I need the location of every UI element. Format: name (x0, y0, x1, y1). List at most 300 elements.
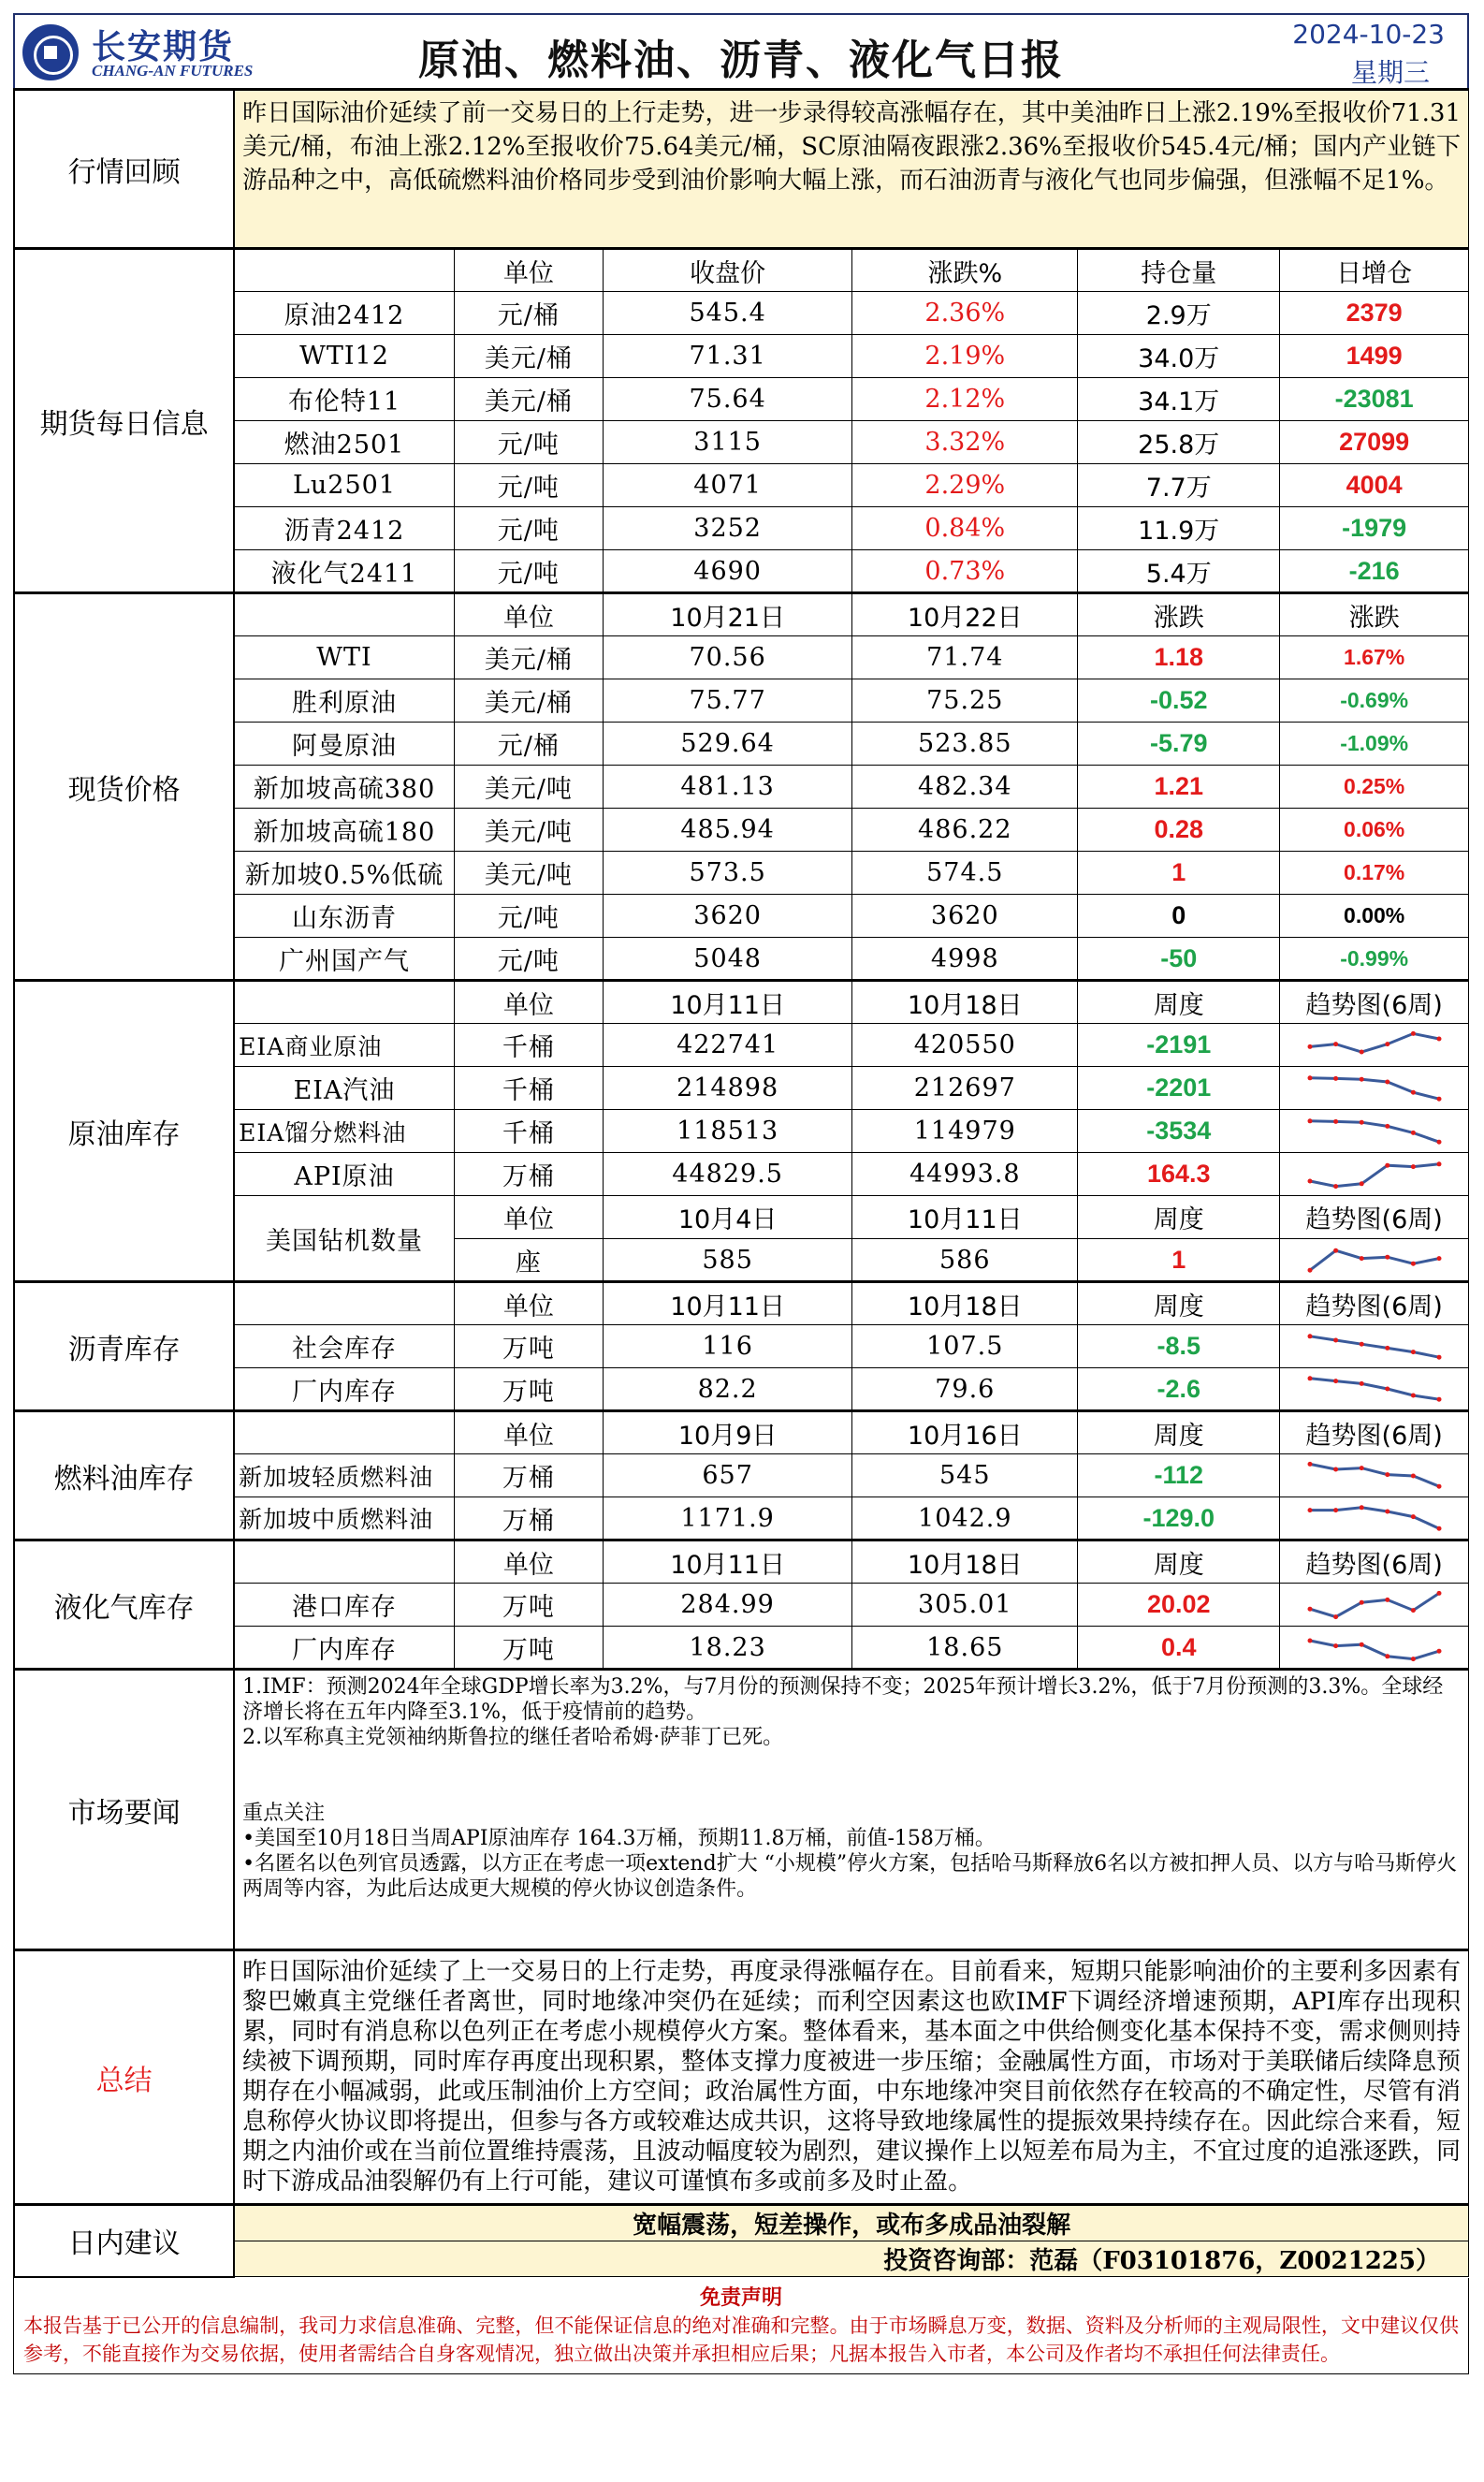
contract-name: 布伦特11 (234, 378, 454, 421)
table-row (14, 1950, 1469, 2205)
trend-point (1307, 1075, 1312, 1080)
open-interest: 7.7万 (1078, 464, 1280, 507)
trend-point (1333, 1614, 1338, 1619)
column-header: 收盘价 (603, 249, 852, 292)
unit-cell: 千桶 (454, 1024, 603, 1067)
trend-point (1411, 1657, 1416, 1661)
trend-line (1310, 1379, 1439, 1399)
trend-point (1333, 1042, 1338, 1046)
trend-point (1411, 1164, 1416, 1169)
trend-sparkline (1304, 1328, 1445, 1365)
trend-sparkline (1304, 1027, 1445, 1064)
trend-point (1436, 1139, 1441, 1144)
rig-weekly-change: 1 (1078, 1239, 1280, 1282)
review-text: 昨日国际油价延续了前一交易日的上行走势，进一步录得较高涨幅存在，其中美油昨日上涨2.19%至报收价71.31美元/桶，布油上涨2.12%至报收价75.64美元/桶，SC原油隔夜跟涨2.36%至报收价545.4元/桶；国内产业链下游品种之中，高低硫燃料油价格同步受到油价影响大幅上涨，而石油沥青与液化气也同步偏强，但涨幅不足1%。 (234, 90, 1468, 249)
trend-line (1310, 1163, 1439, 1186)
table-row (14, 1282, 1469, 1325)
trend-point (1436, 1036, 1441, 1041)
daily-oi-change: 1499 (1280, 335, 1469, 378)
trend-point (1385, 1654, 1389, 1658)
unit-cell: 元/吨 (454, 895, 603, 938)
weekly-change: -2201 (1078, 1067, 1280, 1110)
price-change-pct: -0.69% (1280, 679, 1469, 723)
inventory-latest: 420550 (852, 1024, 1078, 1067)
news-item: 1.IMF：预测2024年全球GDP增长率为3.2%，与7月份的预测保持不变；2025年预计增长3.2%，低于7月份预测的3.3%。全球经济增长将在五年内降至3.1%，低于疫情前的趋势。 (242, 1675, 1444, 1724)
spacer (242, 1750, 1461, 1801)
inventory-name: EIA商业原油 (234, 1024, 454, 1067)
unit-cell: 万桶 (454, 1497, 603, 1540)
trend-point (1436, 1161, 1441, 1166)
weekly-change: 20.02 (1078, 1584, 1280, 1627)
price-change-pct: 0.06% (1280, 809, 1469, 852)
unit-cell: 元/桶 (454, 723, 603, 766)
unit-cell: 万吨 (454, 1584, 603, 1627)
column-header: 单位 (454, 1282, 603, 1325)
weekly-change: -2191 (1078, 1024, 1280, 1067)
open-interest: 5.4万 (1078, 550, 1280, 593)
column-header: 10月18日 (852, 981, 1078, 1024)
report-weekday: 星期三 (1350, 57, 1430, 88)
spot-name: 新加坡高硫380 (234, 766, 454, 809)
trend-point (1385, 1387, 1389, 1392)
trend-point (1333, 1379, 1338, 1383)
trend-point (1359, 1341, 1363, 1346)
trend-point (1307, 1606, 1312, 1611)
trend-cell (1280, 1627, 1469, 1670)
trend-point (1307, 1508, 1312, 1512)
unit-cell: 元/桶 (454, 292, 603, 335)
price-day2: 71.74 (852, 636, 1078, 679)
unit-cell: 美元/桶 (454, 679, 603, 723)
column-header: 周度 (1078, 981, 1280, 1024)
column-header: 单位 (454, 1540, 603, 1584)
change-pct: 2.12% (852, 378, 1078, 421)
contract-name: 燃油2501 (234, 421, 454, 464)
section-label-asphalt_inv: 沥青库存 (14, 1282, 234, 1411)
price-change-pct: 1.67% (1280, 636, 1469, 679)
change-pct: 2.29% (852, 464, 1078, 507)
weekly-change: -8.5 (1078, 1325, 1280, 1368)
trend-cell (1280, 1368, 1469, 1411)
column-header: 单位 (454, 249, 603, 292)
column-header: 10月4日 (603, 1196, 852, 1239)
unit-cell: 万吨 (454, 1627, 603, 1670)
trend-sparkline (1304, 1370, 1445, 1408)
section-label-futures: 期货每日信息 (14, 249, 234, 593)
trend-cell (1280, 1497, 1469, 1540)
inventory-latest: 212697 (852, 1067, 1078, 1110)
price-day1: 75.77 (603, 679, 852, 723)
column-header: 10月9日 (603, 1411, 852, 1454)
inventory-name: 社会库存 (234, 1325, 454, 1368)
section-label-lpg_inv: 液化气库存 (14, 1540, 234, 1670)
price-day2: 486.22 (852, 809, 1078, 852)
price-change: 1.21 (1078, 766, 1280, 809)
trend-point (1333, 1337, 1338, 1342)
weekly-change: 0.4 (1078, 1627, 1280, 1670)
daily-oi-change: 27099 (1280, 421, 1469, 464)
section-label-review: 行情回顾 (14, 90, 234, 249)
weekly-change: 164.3 (1078, 1153, 1280, 1196)
trend-point (1411, 1608, 1416, 1613)
inventory-latest: 79.6 (852, 1368, 1078, 1411)
column-header: 单位 (454, 1196, 603, 1239)
column-header: 涨跌% (852, 249, 1078, 292)
price-day2: 3620 (852, 895, 1078, 938)
report-title: 原油、燃料油、沥青、液化气日报 (418, 36, 1064, 84)
contract-name: WTI12 (234, 335, 454, 378)
spot-name: 新加坡0.5%低硫 (234, 852, 454, 895)
price-day2: 75.25 (852, 679, 1078, 723)
column-header: 10月21日 (603, 593, 852, 636)
inventory-latest: 1042.9 (852, 1497, 1078, 1540)
trend-cell (1280, 1454, 1469, 1497)
close-price: 75.64 (603, 378, 852, 421)
trend-point (1359, 1181, 1363, 1186)
trend-point (1436, 1649, 1441, 1654)
column-header: 10月18日 (852, 1540, 1078, 1584)
trend-point (1411, 1350, 1416, 1354)
trend-cell (1280, 1153, 1469, 1196)
trend-point (1307, 1044, 1312, 1048)
unit-cell: 元/吨 (454, 938, 603, 981)
trend-cell (1280, 1110, 1469, 1153)
trend-sparkline (1304, 1499, 1445, 1537)
unit-cell: 座 (454, 1239, 603, 1282)
trend-point (1359, 1119, 1363, 1124)
section-label-intraday: 日内建议 (14, 2205, 234, 2277)
focus-item: •名匿名以色列官员透露，以方正在考虑一项extend扩大 “小规模”停火方案，包括哈马斯释放6名以方被扣押人员、以方与哈马斯停火两周等内容，为此后达成更大规模的停火协议创造条件。 (242, 1852, 1458, 1901)
trend-sparkline (1304, 1628, 1445, 1666)
column-header: 日增仓 (1280, 249, 1469, 292)
unit-cell: 万桶 (454, 1454, 603, 1497)
trend-point (1333, 1184, 1338, 1189)
trend-point (1411, 1089, 1416, 1094)
column-header: 趋势图(6周) (1280, 981, 1469, 1024)
column-header: 趋势图(6周) (1280, 1196, 1469, 1239)
inventory-name: EIA馏分燃料油 (234, 1110, 454, 1153)
header-blank (234, 593, 454, 636)
column-header: 10月22日 (852, 593, 1078, 636)
price-change: 0 (1078, 895, 1280, 938)
trend-point (1359, 1049, 1363, 1054)
logo-en-text: CHANG-AN FUTURES (92, 62, 254, 80)
trend-point (1359, 1381, 1363, 1386)
table-row (14, 981, 1469, 1024)
inventory-latest: 107.5 (852, 1325, 1078, 1368)
column-header: 周度 (1078, 1540, 1280, 1584)
report-header (13, 13, 1469, 88)
open-interest: 11.9万 (1078, 507, 1280, 550)
column-header: 趋势图(6周) (1280, 1540, 1469, 1584)
weekly-change: -2.6 (1078, 1368, 1280, 1411)
spot-name: 胜利原油 (234, 679, 454, 723)
trend-point (1385, 1123, 1389, 1128)
inventory-prev: 82.2 (603, 1368, 852, 1411)
trend-point (1385, 1345, 1389, 1350)
weekly-change: -3534 (1078, 1110, 1280, 1153)
trend-cell (1280, 1067, 1469, 1110)
price-change: 0.28 (1078, 809, 1280, 852)
focus-title: 重点关注 (242, 1802, 326, 1825)
trend-point (1333, 1118, 1338, 1123)
inventory-name: 厂内库存 (234, 1627, 454, 1670)
column-header: 持仓量 (1078, 249, 1280, 292)
inventory-name: 厂内库存 (234, 1368, 454, 1411)
price-day1: 573.5 (603, 852, 852, 895)
trend-point (1385, 1472, 1389, 1477)
price-change-pct: 0.00% (1280, 895, 1469, 938)
inventory-prev: 284.99 (603, 1584, 852, 1627)
daily-oi-change: 4004 (1280, 464, 1469, 507)
unit-cell: 千桶 (454, 1110, 603, 1153)
spot-name: WTI (234, 636, 454, 679)
trend-point (1436, 1526, 1441, 1531)
spot-name: 阿曼原油 (234, 723, 454, 766)
section-label-spot: 现货价格 (14, 593, 234, 981)
trend-point (1385, 1042, 1389, 1046)
inventory-prev: 18.23 (603, 1627, 852, 1670)
trend-point (1333, 1248, 1338, 1253)
header-blank (234, 249, 454, 292)
price-day1: 70.56 (603, 636, 852, 679)
price-day1: 5048 (603, 938, 852, 981)
price-change-pct: 0.17% (1280, 852, 1469, 895)
unit-cell: 美元/桶 (454, 335, 603, 378)
table-row (14, 2205, 1469, 2241)
rig-prev: 585 (603, 1239, 852, 1282)
trend-sparkline (1304, 1241, 1445, 1278)
column-header: 10月11日 (852, 1196, 1078, 1239)
column-header: 10月11日 (603, 1540, 852, 1584)
price-day1: 481.13 (603, 766, 852, 809)
spot-name: 广州国产气 (234, 938, 454, 981)
change-pct: 0.73% (852, 550, 1078, 593)
unit-cell: 万吨 (454, 1368, 603, 1411)
column-header: 趋势图(6周) (1280, 1282, 1469, 1325)
inventory-name: API原油 (234, 1153, 454, 1196)
column-header: 10月11日 (603, 981, 852, 1024)
price-day2: 574.5 (852, 852, 1078, 895)
price-day2: 4998 (852, 938, 1078, 981)
table-row (14, 593, 1469, 636)
trend-point (1359, 1076, 1363, 1081)
inventory-latest: 545 (852, 1454, 1078, 1497)
trend-point (1359, 1642, 1363, 1647)
trend-sparkline (1304, 1070, 1445, 1107)
inventory-latest: 305.01 (852, 1584, 1078, 1627)
column-header: 10月11日 (603, 1282, 852, 1325)
contract-name: 原油2412 (234, 292, 454, 335)
intraday-advice: 宽幅震荡，短差操作，或布多成品油裂解 (234, 2205, 1468, 2241)
close-price: 3252 (603, 507, 852, 550)
trend-point (1307, 1178, 1312, 1183)
inventory-latest: 18.65 (852, 1627, 1078, 1670)
trend-point (1333, 1643, 1338, 1648)
trend-point (1411, 1514, 1416, 1519)
open-interest: 34.1万 (1078, 378, 1280, 421)
trend-point (1436, 1354, 1441, 1359)
price-change: 1 (1078, 852, 1280, 895)
column-header: 周度 (1078, 1282, 1280, 1325)
trend-point (1307, 1639, 1312, 1643)
daily-oi-change: -23081 (1280, 378, 1469, 421)
logo-cn-text: 长安期货 (92, 28, 235, 66)
trend-point (1436, 1096, 1441, 1101)
change-pct: 0.84% (852, 507, 1078, 550)
column-header: 周度 (1078, 1196, 1280, 1239)
open-interest: 2.9万 (1078, 292, 1280, 335)
contract-name: 沥青2412 (234, 507, 454, 550)
contract-name: Lu2501 (234, 464, 454, 507)
trend-point (1307, 1334, 1312, 1338)
price-day1: 529.64 (603, 723, 852, 766)
trend-line (1310, 1120, 1439, 1141)
trend-point (1411, 1262, 1416, 1266)
spot-name: 新加坡高硫180 (234, 809, 454, 852)
daily-oi-change: 2379 (1280, 292, 1469, 335)
section-label-news: 市场要闻 (14, 1670, 234, 1950)
section-label-crude_inv: 原油库存 (14, 981, 234, 1282)
price-day1: 3620 (603, 895, 852, 938)
trend-point (1307, 1461, 1312, 1466)
trend-point (1307, 1118, 1312, 1123)
weekly-change: -129.0 (1078, 1497, 1280, 1540)
price-day2: 523.85 (852, 723, 1078, 766)
trend-point (1436, 1397, 1441, 1402)
trend-cell (1280, 1325, 1469, 1368)
trend-point (1385, 1510, 1389, 1514)
trend-sparkline (1304, 1113, 1445, 1150)
rig-count-name: 美国钻机数量 (234, 1196, 454, 1282)
unit-cell: 美元/吨 (454, 766, 603, 809)
trend-line (1310, 1077, 1439, 1098)
trend-point (1411, 1473, 1416, 1478)
trend-line (1310, 1641, 1439, 1659)
price-change: -50 (1078, 938, 1280, 981)
trend-cell (1280, 1024, 1469, 1067)
summary-text: 昨日国际油价延续了上一交易日的上行走势，再度录得涨幅存在。目前看来，短期只能影响油价的主要利多因素有黎巴嫩真主党继任者离世，同时地缘冲突仍在延续；而利空因素这也欧IMF下调经济增速预期，API库存出现积累，同时有消息称以色列正在考虑小规模停火方案。整体看来，基本面之中供给侧变化基本保持不变，需求侧则持续被下调预期，同时库存再度出现积累，整体支撑力度被进一步压缩；金融属性方面，市场对于美联储后续降息预期存在小幅减弱，此或压制油价上方空间；政治属性方面，中东地缘冲突目前依然存在较高的不确定性，尽管有消息称停火协议即将提出，但参与各方或较难达成共识，这将导致地缘属性的提振效果持续存在。因此综合来看，短期之内油价或在当前位置维持震荡，且波动幅度较为剧烈，建议操作上以短差布局为主，不宜过度的追涨逐跌，同时下游成品油裂解仍有上行可能，建议可谨慎布多或前多及时止盈。 (234, 1950, 1468, 2205)
contract-name: 液化气2411 (234, 550, 454, 593)
column-header: 单位 (454, 593, 603, 636)
trend-point (1333, 1508, 1338, 1512)
adviser-info: 投资咨询部：范磊（F03101876，Z0021225） (234, 2241, 1468, 2277)
close-price: 71.31 (603, 335, 852, 378)
news-content (234, 1670, 1468, 1950)
trend-point (1385, 1255, 1389, 1260)
unit-cell: 美元/吨 (454, 852, 603, 895)
column-header: 10月18日 (852, 1282, 1078, 1325)
change-pct: 3.32% (852, 421, 1078, 464)
unit-cell: 元/吨 (454, 550, 603, 593)
section-label-fuel_inv: 燃料油库存 (14, 1411, 234, 1540)
column-header: 单位 (454, 1411, 603, 1454)
header-blank (234, 1411, 454, 1454)
header-blank (234, 981, 454, 1024)
disclaimer-title: 免责声明 (699, 2285, 782, 2310)
column-header: 单位 (454, 981, 603, 1024)
trend-point (1333, 1467, 1338, 1471)
trend-point (1411, 1394, 1416, 1398)
table-row (14, 1540, 1469, 1584)
close-price: 545.4 (603, 292, 852, 335)
trend-point (1333, 1075, 1338, 1080)
trend-sparkline (1304, 1156, 1445, 1193)
table-row (14, 1670, 1469, 1950)
unit-cell: 元/吨 (454, 464, 603, 507)
price-day2: 482.34 (852, 766, 1078, 809)
open-interest: 25.8万 (1078, 421, 1280, 464)
report-date: 2024-10-23 (1292, 19, 1445, 50)
unit-cell: 千桶 (454, 1067, 603, 1110)
table-row (14, 90, 1469, 249)
disclaimer (13, 2278, 1469, 2374)
unit-cell: 元/吨 (454, 421, 603, 464)
rig-latest: 586 (852, 1239, 1078, 1282)
inventory-name: 港口库存 (234, 1584, 454, 1627)
column-header: 涨跌 (1078, 593, 1280, 636)
inventory-prev: 214898 (603, 1067, 852, 1110)
trend-point (1385, 1079, 1389, 1084)
trend-point (1436, 1590, 1441, 1595)
unit-cell: 万吨 (454, 1325, 603, 1368)
unit-cell: 美元/桶 (454, 636, 603, 679)
inventory-prev: 116 (603, 1325, 852, 1368)
trend-point (1411, 1030, 1416, 1035)
price-change-pct: -0.99% (1280, 938, 1469, 981)
close-price: 4690 (603, 550, 852, 593)
price-change-pct: -1.09% (1280, 723, 1469, 766)
daily-oi-change: -1979 (1280, 507, 1469, 550)
inventory-prev: 1171.9 (603, 1497, 852, 1540)
trend-cell (1280, 1584, 1469, 1627)
column-header: 周度 (1078, 1411, 1280, 1454)
table-row (14, 1411, 1469, 1454)
inventory-prev: 44829.5 (603, 1153, 852, 1196)
trend-line (1310, 1464, 1439, 1486)
price-change: -5.79 (1078, 723, 1280, 766)
column-header: 趋势图(6周) (1280, 1411, 1469, 1454)
inventory-latest: 44993.8 (852, 1153, 1078, 1196)
table-row (14, 249, 1469, 292)
trend-point (1436, 1256, 1441, 1261)
inventory-prev: 422741 (603, 1024, 852, 1067)
header-blank (234, 1540, 454, 1584)
trend-point (1411, 1130, 1416, 1134)
trend-line (1310, 1508, 1439, 1528)
report-page (13, 13, 1469, 2374)
section-label-summary: 总结 (14, 1950, 234, 2205)
trend-point (1359, 1466, 1363, 1470)
report-table (13, 88, 1469, 2278)
weekly-change: -112 (1078, 1454, 1280, 1497)
unit-cell: 美元/桶 (454, 378, 603, 421)
inventory-name: 新加坡轻质燃料油 (234, 1454, 454, 1497)
trend-sparkline (1304, 1457, 1445, 1495)
column-header: 10月16日 (852, 1411, 1078, 1454)
focus-item: •美国至10月18日当周API原油库存 164.3万桶，预期11.8万桶，前值-158万桶。 (242, 1827, 996, 1850)
trend-point (1359, 1599, 1363, 1604)
change-pct: 2.19% (852, 335, 1078, 378)
price-day1: 485.94 (603, 809, 852, 852)
trend-line (1310, 1593, 1439, 1616)
unit-cell: 美元/吨 (454, 809, 603, 852)
inventory-prev: 657 (603, 1454, 852, 1497)
inventory-name: 新加坡中质燃料油 (234, 1497, 454, 1540)
header-blank (234, 1282, 454, 1325)
open-interest: 34.0万 (1078, 335, 1280, 378)
price-change-pct: 0.25% (1280, 766, 1469, 809)
